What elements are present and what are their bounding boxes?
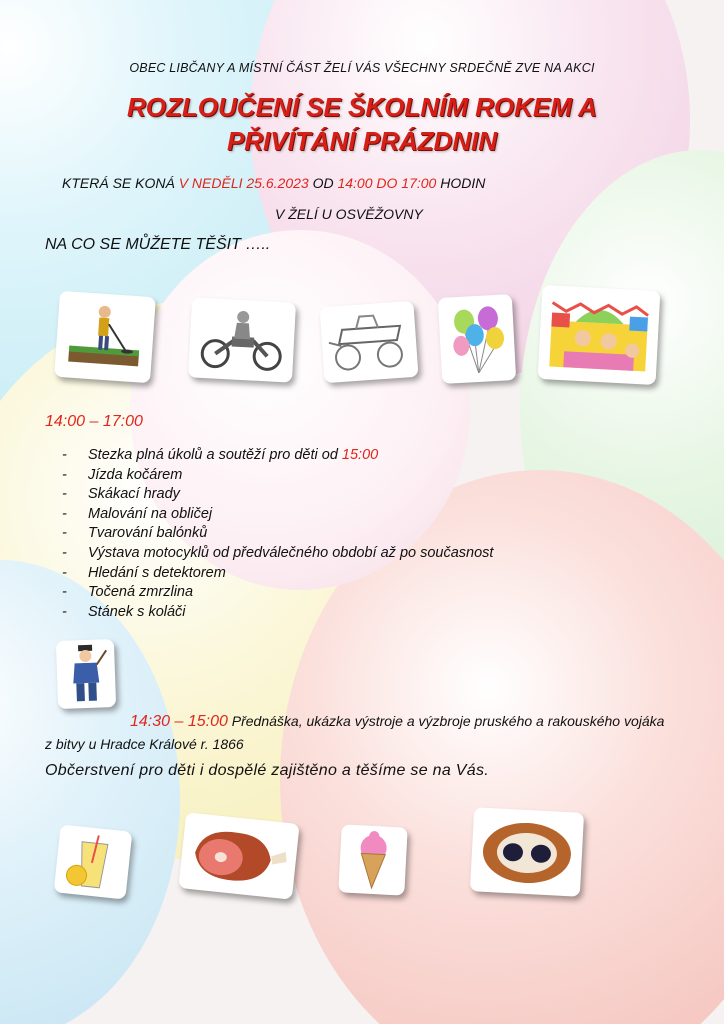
detector-icon: [54, 291, 156, 383]
when-text-2: OD: [308, 175, 338, 191]
title-line-2: PŘIVÍTÁNÍ PRÁZDNIN: [226, 126, 498, 156]
motorcycle-icon: [188, 297, 296, 382]
list-item: - Tvarování balónků: [62, 525, 208, 542]
soldier-icon: [56, 639, 116, 709]
title-line-1: ROZLOUČENÍ SE ŠKOLNÍM ROKEM A: [127, 92, 597, 122]
lecture: [45, 710, 675, 755]
refreshments-text: Občerstvení pro děti i dospělé zajištěno a těšíme se na Vás.: [45, 762, 490, 779]
carriage-icon: [319, 301, 418, 383]
event-time: 14:00 DO 17:00: [337, 175, 437, 191]
event-place: V ŽELÍ U OSVĚŽOVNY: [275, 206, 423, 222]
when-text-1: KTERÁ SE KONÁ: [62, 175, 179, 191]
lecture-time: 14:30 – 15:00: [130, 713, 228, 730]
looking-forward-heading: NA CO SE MŮŽETE TĚŠIT …..: [45, 236, 271, 253]
program-list: [62, 446, 493, 622]
lecture-text: Přednáška, ukázka výstroje a výzbroje pruského a rakouského vojáka z bitvy u Hradce Králové r. 1866: [45, 713, 665, 752]
event-when: [62, 175, 485, 191]
list-item: - Stánek s koláči: [62, 603, 186, 620]
list-item: - Skákací hrady: [62, 486, 180, 503]
list-item: - Jízda kočárem: [62, 466, 183, 483]
list-item: - Výstava motocyklů od předválečného období až po současnost: [62, 544, 494, 561]
when-text-3: HODIN: [436, 175, 486, 191]
list-item: - Stezka plná úkolů a soutěží pro děti od 15:00: [62, 447, 379, 463]
intro-text: OBEC LIBČANY A MÍSTNÍ ČÁST ŽELÍ VÁS VŠECHNY SRDEČNĚ ZVE NA AKCI: [129, 61, 595, 75]
ice-cream-icon: [338, 824, 407, 895]
ham-icon: [178, 812, 299, 899]
program-time: 14:00 – 17:00: [45, 413, 143, 430]
list-item: - Točená zmrzlina: [62, 584, 194, 601]
lemonade-icon: [54, 824, 133, 899]
event-date: V NEDĚLI 25.6.2023: [178, 175, 309, 191]
list-item: - Hledání s detektorem: [62, 564, 226, 581]
kolac-icon: [470, 807, 584, 897]
balloons-icon: [438, 294, 516, 384]
bouncy-castle-icon: [538, 285, 661, 385]
list-item: - Malování na obličej: [62, 505, 213, 522]
